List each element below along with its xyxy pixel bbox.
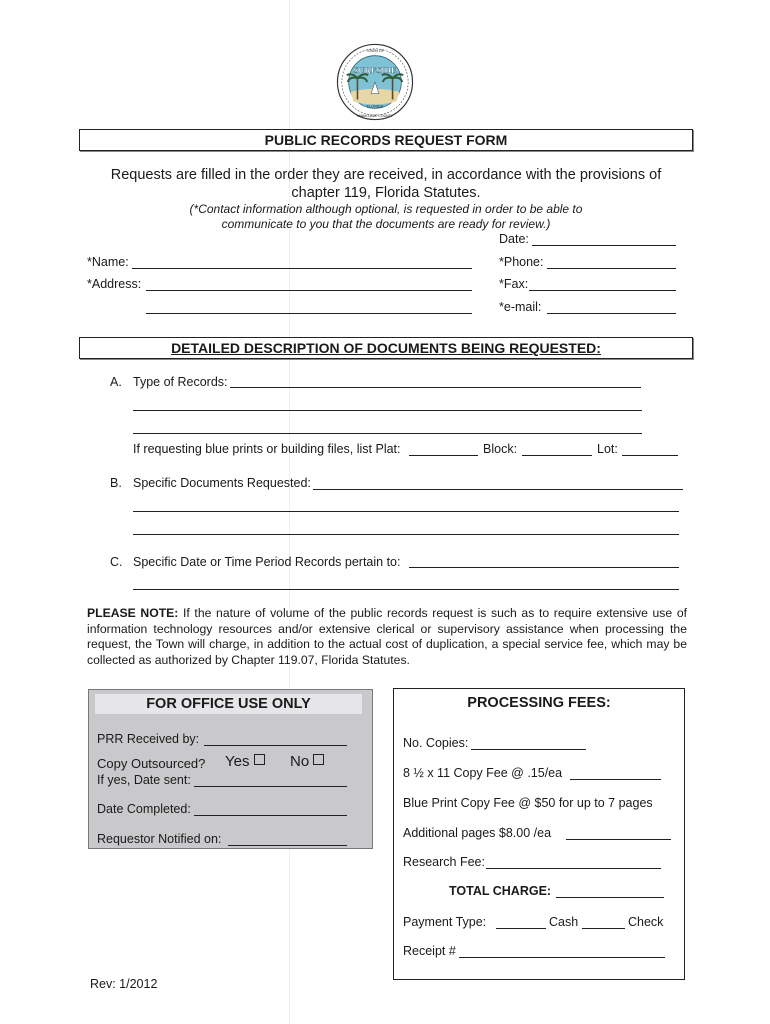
requestor-notified-label: Requestor Notified on: xyxy=(97,832,222,846)
research-fee-label: Research Fee: xyxy=(403,855,485,869)
date-completed-label: Date Completed: xyxy=(97,802,191,816)
date-sent-field[interactable] xyxy=(194,786,347,787)
yes-option[interactable] xyxy=(225,753,265,770)
block-field[interactable] xyxy=(522,455,592,456)
lot-field[interactable] xyxy=(622,455,678,456)
address-label: *Address: xyxy=(87,277,142,291)
if-yes-date-sent-label: If yes, Date sent: xyxy=(97,773,191,787)
town-seal-logo xyxy=(336,43,414,121)
address-field-2[interactable] xyxy=(146,313,472,314)
date-period-label: Specific Date or Time Period Records pertain to: xyxy=(133,555,401,569)
intro-line-2: chapter 119, Florida Statutes. xyxy=(291,185,481,201)
processing-fees-box xyxy=(393,688,685,980)
name-field[interactable] xyxy=(132,268,472,269)
blueprint-plat-label: If requesting blue prints or building files, list Plat: xyxy=(133,442,401,456)
seal-top-text: TOWN OF xyxy=(365,47,385,53)
total-charge-label: TOTAL CHARGE: xyxy=(449,884,552,898)
copy-fee-field[interactable] xyxy=(570,779,661,780)
item-b-letter: B. xyxy=(110,476,122,490)
seal-state-text: FLORIDA xyxy=(366,103,384,109)
receipt-label: Receipt # xyxy=(403,944,456,958)
payment-cash-field[interactable] xyxy=(496,928,546,929)
processing-fees-title: PROCESSING FEES: xyxy=(467,695,611,711)
email-label: *e-mail: xyxy=(499,300,542,314)
requestor-notified-field[interactable] xyxy=(228,845,347,846)
type-of-records-field-1[interactable] xyxy=(230,387,641,388)
italic-note-line-2: communicate to you that the documents are ready for review.) xyxy=(221,217,551,231)
type-of-records-label: Type of Records: xyxy=(133,375,228,389)
research-fee-field[interactable] xyxy=(486,868,661,869)
office-use-title: FOR OFFICE USE ONLY xyxy=(95,694,362,714)
specific-documents-field-3[interactable] xyxy=(133,534,679,535)
yes-checkbox[interactable] xyxy=(254,754,265,765)
name-label: *Name: xyxy=(87,255,129,269)
no-copies-label: No. Copies: xyxy=(403,736,469,750)
office-use-box xyxy=(88,689,373,849)
address-field-1[interactable] xyxy=(146,290,472,291)
type-of-records-field-2[interactable] xyxy=(133,410,642,411)
please-note-paragraph xyxy=(87,606,687,668)
form-title: PUBLIC RECORDS REQUEST FORM xyxy=(79,129,693,151)
italic-note-line-1: (*Contact information although optional, is requested in order to be able to xyxy=(189,202,583,216)
fax-field[interactable] xyxy=(529,290,676,291)
no-copies-field[interactable] xyxy=(471,749,586,750)
please-note-bold: PLEASE NOTE: xyxy=(87,606,179,620)
date-field[interactable] xyxy=(532,245,676,246)
check-label: Check xyxy=(628,915,664,929)
additional-pages-field[interactable] xyxy=(566,839,671,840)
plat-field[interactable] xyxy=(409,455,478,456)
seal-name-text: SURFSIDE xyxy=(353,65,397,76)
payment-type-label: Payment Type: xyxy=(403,915,487,929)
yes-label: Yes xyxy=(225,753,250,770)
phone-field[interactable] xyxy=(547,268,676,269)
cash-label: Cash xyxy=(549,915,579,929)
intro-line-1: Requests are filled in the order they are received, in accordance with the provisions of xyxy=(110,167,662,183)
prr-received-label: PRR Received by: xyxy=(97,732,200,746)
specific-documents-field-1[interactable] xyxy=(313,489,683,490)
type-of-records-field-3[interactable] xyxy=(133,433,642,434)
revision-label: Rev: 1/2012 xyxy=(90,977,158,991)
seal-county-text: MIAMI-DADE COUNTY xyxy=(357,114,393,119)
lot-label: Lot: xyxy=(597,442,618,456)
page-fold-crease xyxy=(289,0,290,1024)
phone-label: *Phone: xyxy=(499,255,544,269)
date-period-field-1[interactable] xyxy=(409,567,679,568)
please-note-text: If the nature of volume of the public records request is such as to require extensive use of information technology resources and/or extensive clerical or supervisory assistance when processing the request, the Town will charge, in addition to the actual cost of duplication, a special service fee, which may be collected as authorized by Chapter 119.07, Florida Statutes. xyxy=(87,606,688,667)
total-charge-field[interactable] xyxy=(556,897,664,898)
detailed-description-title: DETAILED DESCRIPTION OF DOCUMENTS BEING REQUESTED: xyxy=(79,337,693,359)
email-field[interactable] xyxy=(547,313,676,314)
specific-documents-label: Specific Documents Requested: xyxy=(133,476,311,490)
item-a-letter: A. xyxy=(110,375,122,389)
item-c-letter: C. xyxy=(110,555,123,569)
blueprint-copy-fee-label: Blue Print Copy Fee @ $50 for up to 7 pages xyxy=(403,796,653,810)
payment-check-field[interactable] xyxy=(582,928,625,929)
block-label: Block: xyxy=(483,442,518,456)
fax-label: *Fax: xyxy=(499,277,529,291)
date-period-field-2[interactable] xyxy=(133,589,679,590)
receipt-field[interactable] xyxy=(459,957,665,958)
no-option[interactable] xyxy=(290,753,324,770)
no-checkbox[interactable] xyxy=(313,754,324,765)
date-label: Date: xyxy=(499,232,529,246)
copy-outsourced-label: Copy Outsourced? xyxy=(97,756,206,771)
prr-received-field[interactable] xyxy=(204,745,347,746)
copy-fee-label: 8 ½ x 11 Copy Fee @ .15/ea xyxy=(403,766,563,780)
date-completed-field[interactable] xyxy=(194,815,347,816)
specific-documents-field-2[interactable] xyxy=(133,511,679,512)
additional-pages-label: Additional pages $8.00 /ea xyxy=(403,826,552,840)
no-label: No xyxy=(290,753,310,770)
